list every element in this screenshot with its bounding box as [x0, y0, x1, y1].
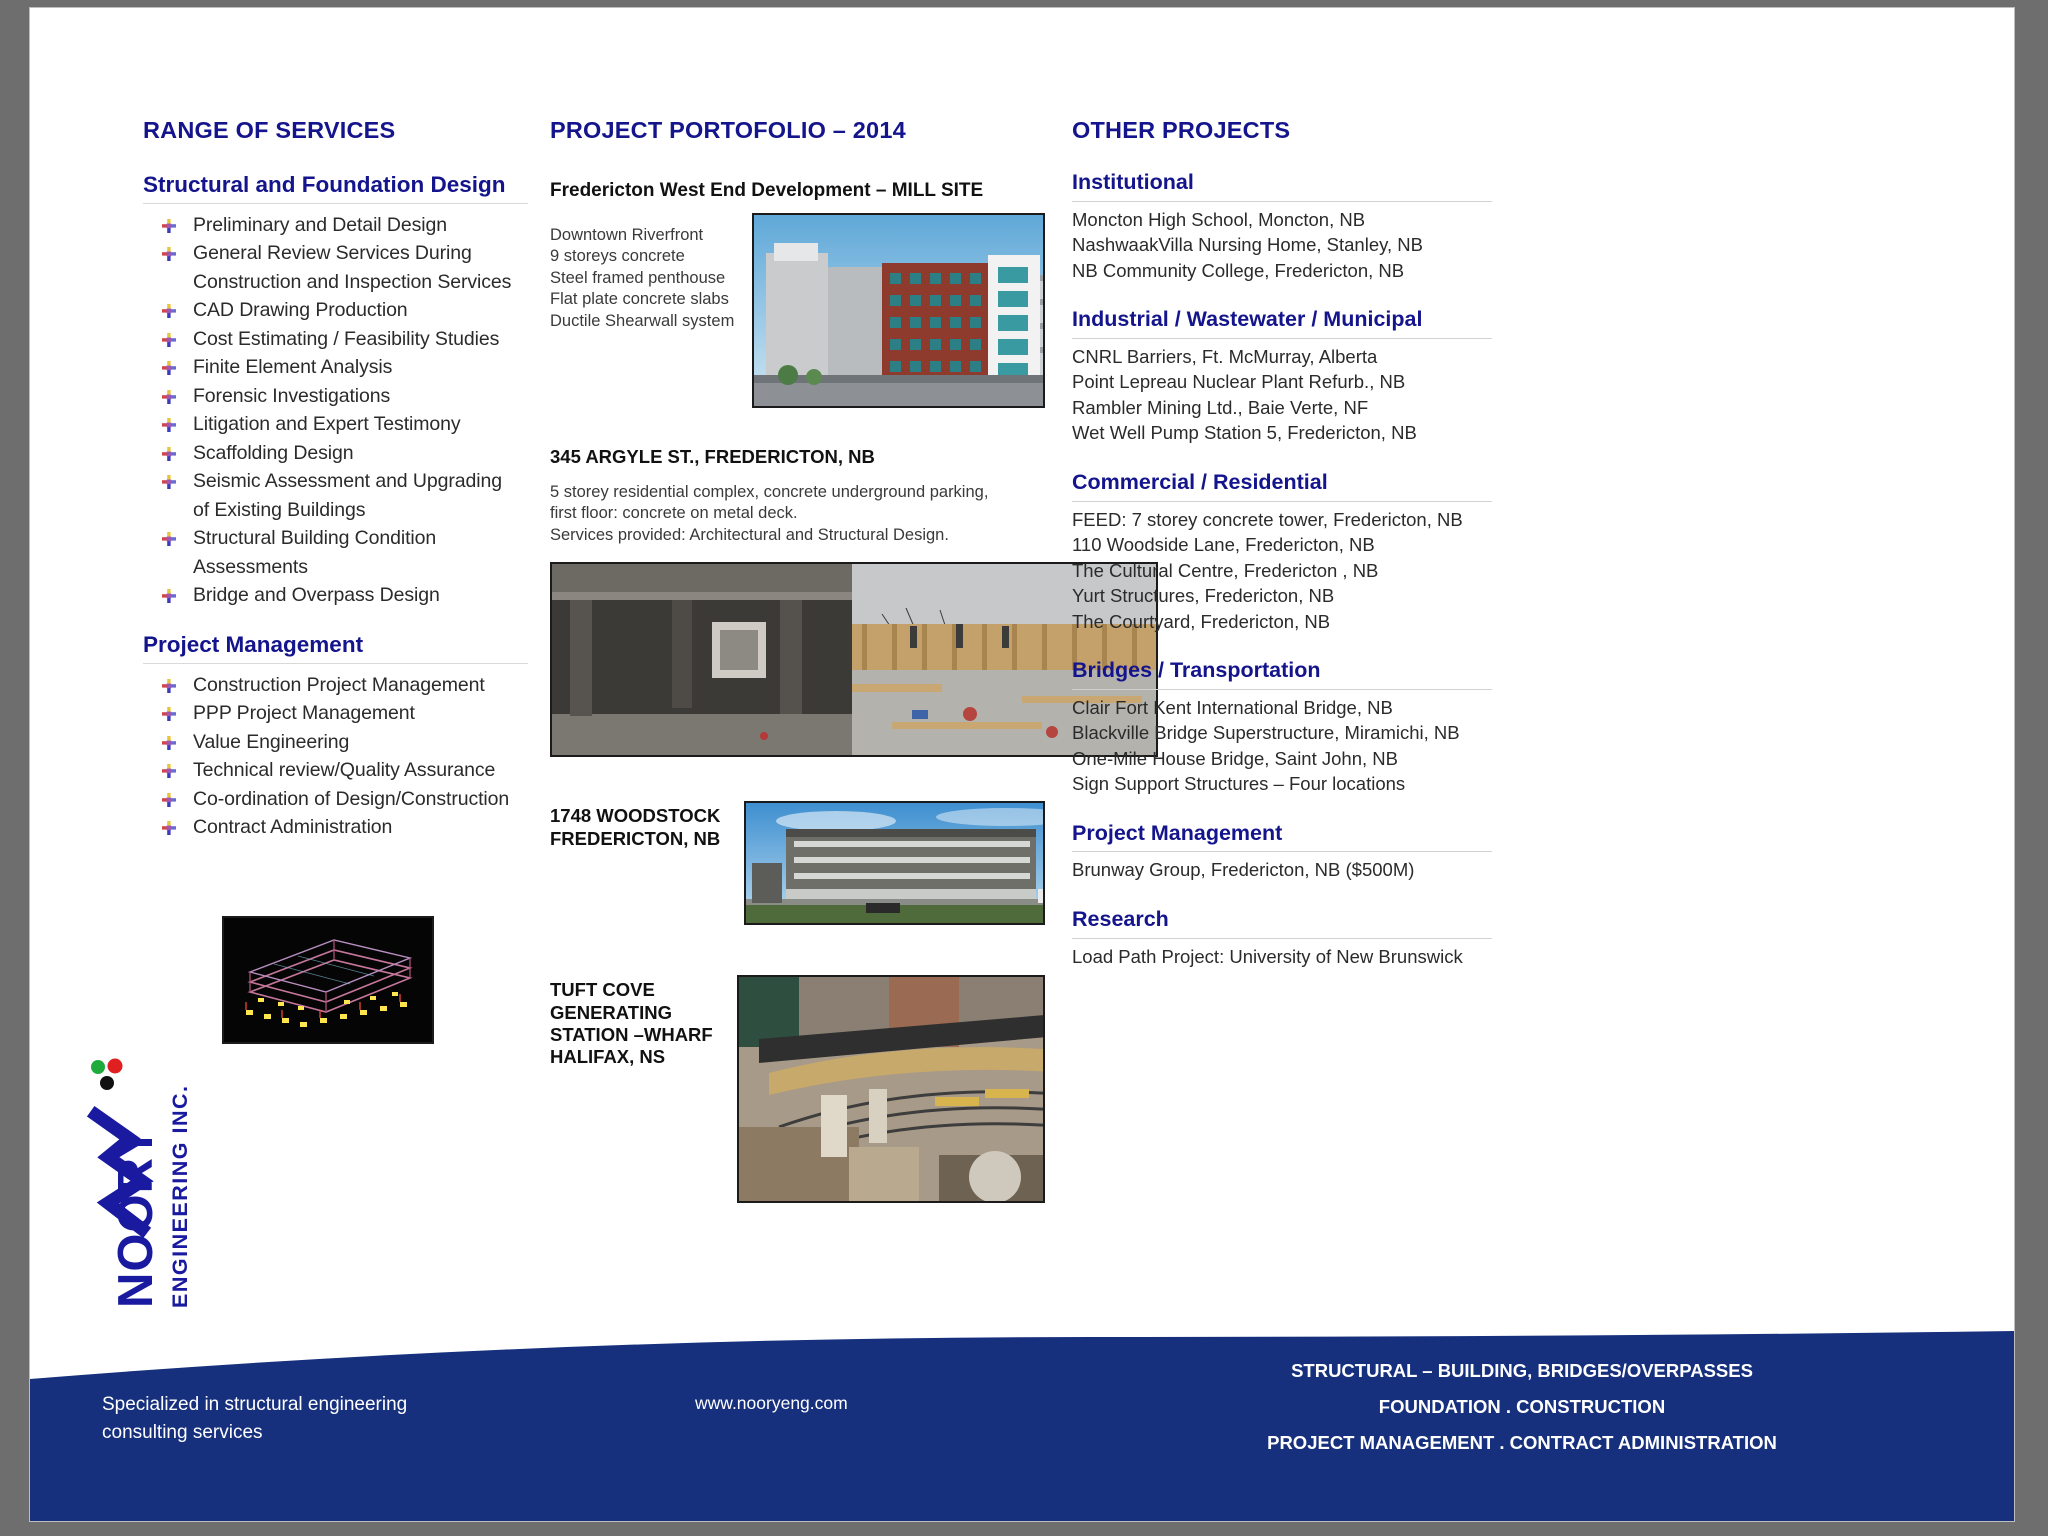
other-projects-group-heading: Bridges / Transportation: [1072, 658, 1321, 682]
divider: [143, 663, 528, 664]
project-title-tuft-cove: [550, 975, 713, 1068]
service-item: [143, 756, 528, 785]
other-projects-entry: FEED: 7 storey concrete tower, Fredericton, NB: [1072, 508, 1463, 530]
service-item-label: Structural Building Condition: [193, 527, 437, 550]
bullet-icon: [162, 589, 176, 603]
bullet-icon: [162, 793, 176, 807]
divider: [1072, 938, 1492, 939]
project-title-line: TUFT COVE: [550, 979, 655, 1001]
project-description-argyle: [550, 482, 1045, 547]
project-description-line: 5 storey residential complex, concrete underground parking,: [550, 482, 989, 501]
other-projects-group: [1072, 658, 1492, 797]
portfolio-column: [550, 118, 1045, 1203]
service-item: [143, 785, 528, 814]
divider: [1072, 338, 1492, 339]
bullet-icon: [162, 418, 176, 432]
bullet-icon: [162, 361, 176, 375]
services-section-heading-0: Structural and Foundation Design: [143, 171, 506, 197]
services-column: [143, 118, 528, 842]
service-item: [143, 439, 528, 468]
other-projects-group: [1072, 907, 1492, 969]
other-projects-group-heading: Project Management: [1072, 820, 1283, 845]
service-item: [143, 728, 528, 757]
footer-tagline: [102, 1391, 407, 1447]
portfolio-title: PROJECT PORTOFOLIO – 2014: [550, 117, 906, 143]
service-item-label: Co-ordination of Design/Construction: [193, 787, 510, 810]
other-projects-entry: CNRL Barriers, Ft. McMurray, Alberta: [1072, 345, 1378, 367]
service-item: [143, 671, 528, 700]
service-item: [143, 211, 528, 240]
service-item-label: CAD Drawing Production: [193, 299, 408, 322]
other-projects-entry: Blackville Bridge Superstructure, Miramichi, NB: [1072, 722, 1460, 744]
service-item-label: Assessments: [193, 555, 308, 578]
service-item: [143, 813, 528, 842]
bullet-icon: [162, 475, 176, 489]
project-description-line: 9 storeys concrete: [550, 247, 685, 266]
project-image-tuft-cove: [737, 975, 1045, 1203]
service-item: [143, 382, 528, 411]
footer-services: [1052, 1353, 1992, 1461]
other-projects-entry: Point Lepreau Nuclear Plant Refurb., NB: [1072, 371, 1406, 393]
service-item: [143, 325, 528, 354]
other-projects-entry: The Courtyard, Fredericton, NB: [1072, 610, 1331, 632]
other-projects-group-heading: Commercial / Residential: [1072, 469, 1328, 494]
bullet-icon: [162, 532, 176, 546]
other-projects-entries: [1072, 695, 1492, 797]
service-item-label: Construction and Inspection Services: [193, 270, 512, 293]
bullet-icon: [162, 679, 176, 693]
logo-wordmark: NOORY: [109, 1125, 163, 1308]
bullet-icon: [162, 707, 176, 721]
footer-tagline-line2: consulting services: [102, 1422, 263, 1443]
service-item-label: Construction Project Management: [193, 673, 485, 696]
other-projects-entry: Yurt Structures, Fredericton, NB: [1072, 585, 1335, 606]
bullet-icon: [162, 390, 176, 404]
bullet-icon: [162, 247, 176, 261]
project-title-argyle: 345 ARGYLE ST., FREDERICTON, NB: [550, 445, 875, 467]
other-projects-entry: One-Mile House Bridge, Saint John, NB: [1072, 747, 1398, 769]
bullet-icon: [162, 333, 176, 347]
service-item: [143, 553, 528, 582]
project-description-mill-site: [550, 225, 734, 333]
service-item: [143, 410, 528, 439]
other-projects-entry: The Cultural Centre, Fredericton , NB: [1072, 559, 1379, 581]
structural-model-image: [222, 916, 434, 1044]
divider: [1072, 501, 1492, 502]
service-item: [143, 239, 528, 268]
service-item: [143, 496, 528, 525]
project-description-line: Downtown Riverfront: [550, 225, 704, 244]
project-description-line: Steel framed penthouse: [550, 268, 726, 287]
divider: [1072, 851, 1492, 852]
other-projects-entry: Wet Well Pump Station 5, Fredericton, NB: [1072, 422, 1417, 444]
service-item: [143, 524, 528, 553]
project-image-woodstock: [744, 801, 1045, 925]
footer-services-line2: FOUNDATION . CONSTRUCTION: [1378, 1396, 1666, 1417]
service-item-label: Technical review/Quality Assurance: [193, 759, 496, 782]
other-projects-entry: Clair Fort Kent International Bridge, NB: [1072, 696, 1393, 718]
service-item: [143, 268, 528, 297]
footer-services-line3: PROJECT MANAGEMENT . CONTRACT ADMINISTRATION: [1267, 1432, 1777, 1453]
project-description-line: Flat plate concrete slabs: [550, 290, 729, 309]
services-list-project-management: [143, 671, 528, 842]
service-item: [143, 581, 528, 610]
project-title-line: FREDERICTON, NB: [550, 827, 721, 849]
other-projects-group-heading: Industrial / Wastewater / Municipal: [1072, 307, 1423, 332]
services-title: RANGE OF SERVICES: [143, 117, 396, 143]
other-projects-group-heading: Institutional: [1072, 169, 1194, 194]
service-item-label: General Review Services During: [193, 242, 472, 265]
divider: [1072, 689, 1492, 690]
other-projects-column: [1072, 118, 1492, 969]
service-item-label: Forensic Investigations: [193, 384, 391, 407]
service-item: [143, 353, 528, 382]
service-item-label: Contract Administration: [193, 816, 393, 839]
bullet-icon: [162, 736, 176, 750]
other-projects-entry: Rambler Mining Ltd., Baie Verte, NF: [1072, 396, 1369, 418]
service-item: [143, 467, 528, 496]
company-logo: [82, 1053, 192, 1313]
project-title-line: HALIFAX, NS: [550, 1045, 666, 1067]
services-list-structural: [143, 211, 528, 610]
other-projects-entry: Moncton High School, Moncton, NB: [1072, 208, 1366, 230]
other-projects-entries: [1072, 344, 1492, 446]
service-item: [143, 699, 528, 728]
bullet-icon: [162, 304, 176, 318]
footer-tagline-line1: Specialized in structural engineering: [102, 1394, 408, 1415]
services-section-heading-1: Project Management: [143, 631, 364, 657]
divider: [1072, 201, 1492, 202]
project-title-mill-site: Fredericton West End Development – MILL SITE: [550, 179, 984, 201]
footer-services-line1: STRUCTURAL – BUILDING, BRIDGES/OVERPASSES: [1291, 1360, 1753, 1381]
other-projects-entry: NashwaakVilla Nursing Home, Stanley, NB: [1072, 234, 1423, 256]
bullet-icon: [162, 821, 176, 835]
logo-subtitle: ENGINEERING INC.: [168, 1084, 192, 1308]
other-projects-entries: [1072, 207, 1492, 284]
other-projects-entry: NB Community College, Fredericton, NB: [1072, 259, 1405, 281]
service-item-label: Scaffolding Design: [193, 441, 354, 464]
project-title-line: 1748 WOODSTOCK: [550, 805, 721, 827]
bullet-icon: [162, 447, 176, 461]
other-projects-title: OTHER PROJECTS: [1072, 117, 1291, 143]
bullet-icon: [162, 764, 176, 778]
other-projects-entry: Sign Support Structures – Four locations: [1072, 773, 1406, 795]
service-item-label: Bridge and Overpass Design: [193, 584, 440, 607]
divider: [143, 203, 528, 204]
project-title-line: STATION –WHARF: [550, 1023, 713, 1045]
footer-bar: [30, 1331, 2014, 1521]
service-item-label: Value Engineering: [193, 730, 350, 753]
other-projects-group: [1072, 470, 1492, 634]
other-projects-entry: Brunway Group, Fredericton, NB ($500M): [1072, 859, 1415, 881]
service-item-label: Seismic Assessment and Upgrading: [193, 470, 502, 493]
project-title-line: GENERATING: [550, 1001, 672, 1023]
other-projects-entry: 110 Woodside Lane, Fredericton, NB: [1072, 534, 1375, 555]
service-item-label: Finite Element Analysis: [193, 356, 393, 379]
other-projects-group: [1072, 307, 1492, 446]
project-image-mill-site: [752, 213, 1045, 408]
other-projects-entries: [1072, 857, 1492, 883]
service-item-label: of Existing Buildings: [193, 498, 366, 521]
bullet-icon: [162, 219, 176, 233]
project-description-line: Ductile Shearwall system: [550, 311, 735, 330]
project-image-argyle: [550, 562, 1158, 757]
service-item-label: Litigation and Expert Testimony: [193, 413, 461, 436]
other-projects-entry: Load Path Project: University of New Brunswick: [1072, 945, 1463, 967]
service-item-label: Preliminary and Detail Design: [193, 213, 447, 236]
project-description-line: Services provided: Architectural and Structural Design.: [550, 525, 949, 544]
footer-website[interactable]: www.nooryeng.com: [695, 1393, 848, 1413]
service-item-label: PPP Project Management: [193, 702, 415, 725]
project-title-woodstock: [550, 801, 720, 849]
service-item: [143, 296, 528, 325]
other-projects-group: [1072, 170, 1492, 283]
other-projects-entries: [1072, 507, 1492, 635]
brochure-sheet: [30, 8, 2014, 1521]
other-projects-entries: [1072, 944, 1492, 970]
project-description-line: first floor: concrete on metal deck.: [550, 504, 798, 523]
other-projects-groups: [1072, 170, 1492, 969]
other-projects-group: [1072, 821, 1492, 883]
service-item-label: Cost Estimating / Feasibility Studies: [193, 327, 500, 350]
other-projects-group-heading: Research: [1072, 906, 1169, 931]
